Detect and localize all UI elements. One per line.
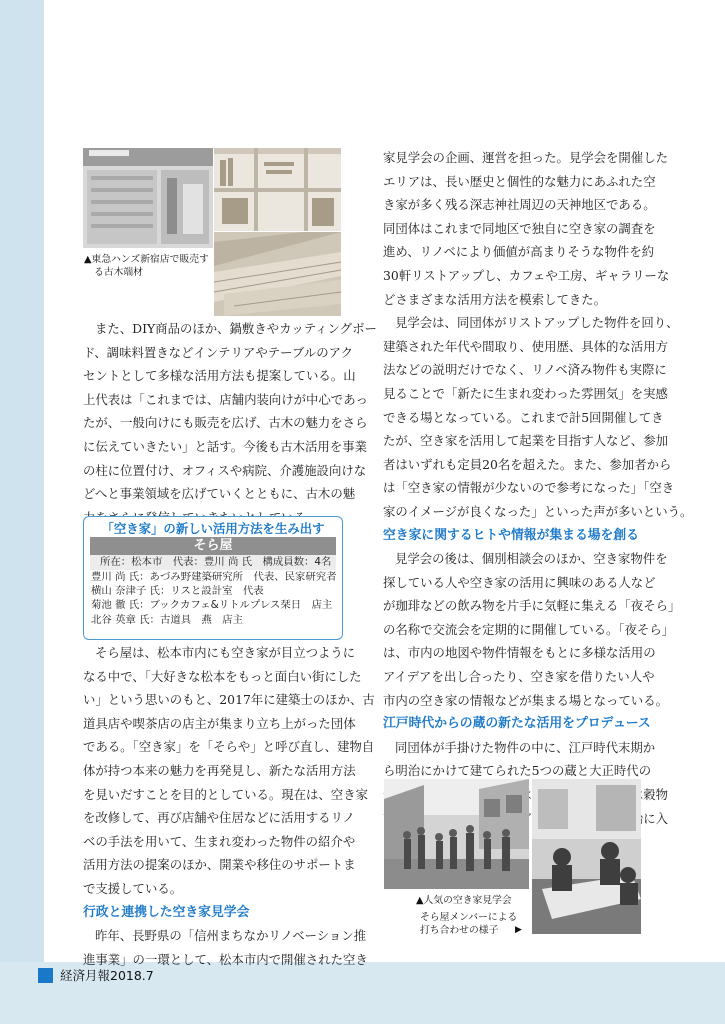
text-line: 30軒リストアップし、カフェや工房、ギャラリーな bbox=[383, 267, 670, 283]
text-line: 活用方法の提案のほか、開業や移住のサポートま bbox=[83, 857, 356, 873]
text-line: 体が持つ本来の魅力を再発見し、新たな活用方法 bbox=[83, 762, 356, 778]
text-line: たが、一般向けにも販売を広げ、古木の魅力をさら bbox=[83, 415, 368, 431]
text-line: は、市内の地図や物件情報をもとに多様な活用の bbox=[383, 645, 656, 661]
text-line: どへと事業領域を広げていくとともに、古木の魅 bbox=[83, 486, 356, 502]
photo-house-tour bbox=[384, 779, 529, 889]
text-line: 法などの説明だけでなく、リノベ済み物件も実際に bbox=[383, 362, 667, 378]
text-line: セントとして多様な活用方法も提案している。山 bbox=[83, 368, 356, 384]
organization-profile-box bbox=[83, 516, 343, 640]
text-line: そら屋は、松本市内にも空き家が目立つように bbox=[95, 645, 356, 660]
text-line: の柱に位置付け、オフィスや病院、介護施設向けな bbox=[83, 462, 367, 478]
caption-line: る古木端材 bbox=[94, 267, 143, 278]
text-line: を改修して、再び店舗や住居などに活用するリノ bbox=[83, 810, 355, 826]
photo-meeting bbox=[532, 779, 641, 934]
text-line: エリアは、長い歴史と個性的な魅力にあふれた空 bbox=[383, 173, 656, 189]
paragraph bbox=[383, 547, 681, 712]
photo-top-caption bbox=[84, 253, 214, 279]
section-heading: 江戸時代からの蔵の新たな活用をプロデュース bbox=[383, 716, 651, 732]
text-line: で支援している。 bbox=[83, 880, 183, 896]
member-line: 豊川 尚 氏：あづみ野建築研究所 代表、民家研究者 bbox=[91, 571, 337, 583]
section-heading: 空き家に関するヒトや情報が集まる場を創る bbox=[383, 527, 639, 543]
text-line: たが、空き家を活用して起業を目指す人など、参加 bbox=[383, 433, 668, 449]
text-line: アイデアを出し合ったり、空き家を借りたい人や bbox=[383, 669, 655, 685]
text-line: 進事業」の一環として、松本市内で開催された空き bbox=[83, 951, 368, 967]
paragraph bbox=[383, 146, 670, 311]
section-heading: 行政と連携した空き家見学会 bbox=[83, 904, 250, 920]
text-line: 家見学会の企画、運営を担った。見学会を開催した bbox=[383, 150, 668, 165]
caption-line-text: 打ち合わせの様子 bbox=[420, 925, 499, 936]
text-line: 家のイメージが良くなった」といった声が多いという。 bbox=[383, 503, 693, 519]
organization-meta: 所在：松本市 代表：豊川 尚 氏 構成員数：4名 bbox=[90, 555, 336, 570]
text-line: ド、調味料置きなどインテリアやテーブルのアク bbox=[83, 344, 353, 360]
text-line: い」という思いのもと、2017年に建築士のほか、古 bbox=[83, 692, 375, 708]
text-line: である。「空き家」を「そらや」と呼び直し、建物自 bbox=[83, 739, 375, 755]
photo-bottom-caption-right bbox=[420, 911, 532, 937]
photo-bottom-caption-left: ▲人気の空き家見学会 bbox=[416, 895, 512, 906]
caption-line: ▲東急ハンズ新宿店で販売す bbox=[84, 254, 209, 265]
left-column-lower bbox=[83, 641, 375, 971]
text-line: どさまざまな活用方法を模索してきた。 bbox=[383, 291, 607, 307]
footer-marker bbox=[38, 968, 53, 983]
caption-line: そら屋メンバーによる bbox=[420, 912, 518, 923]
paragraph bbox=[83, 641, 375, 901]
paragraph bbox=[83, 924, 368, 971]
organization-name: そら屋 bbox=[90, 537, 336, 555]
text-line: また、DIY商品のほか、鍋敷きやカッティングボー bbox=[95, 321, 377, 336]
text-line: に伝えていきたい」と話す。今後も古木活用を事業 bbox=[83, 438, 367, 454]
member-line: 横山 奈津子 氏：リスと設計室 代表 bbox=[91, 585, 264, 598]
text-line: 市内の空き家の情報などが集まる場となっている。 bbox=[383, 692, 668, 708]
text-line: の名称で交流会を定期的に開催している。「夜そら」 bbox=[383, 621, 675, 637]
text-line: ベの手法を用いて、生まれ変わった物件の紹介や bbox=[83, 833, 356, 849]
text-line: 見学会は、同団体がリストアップした物件を回り、 bbox=[395, 315, 679, 331]
text-line: 進め、リノベにより価値が高まりそうな物件を約 bbox=[383, 244, 655, 260]
text-line: 建築された年代や間取り、使用歴、具体的な活用方 bbox=[383, 338, 668, 354]
text-line: 上代表は「これまでは、店舗内装向けが中心であっ bbox=[83, 391, 368, 407]
footer-label: 経済月報2018.7 bbox=[60, 968, 154, 983]
photo-wood-boards bbox=[214, 232, 341, 316]
text-line: き家が多く残る深志神社周辺の天神地区である。 bbox=[383, 197, 656, 213]
text-line: 同団体が手掛けた物件の中に、江戸時代末期か bbox=[395, 739, 656, 755]
paragraph bbox=[83, 317, 377, 529]
text-line: が珈琲などの飲み物を片手に気軽に集える「夜そら」 bbox=[383, 598, 681, 614]
right-column bbox=[383, 146, 693, 830]
arrow-right-icon: ▶ bbox=[515, 925, 522, 935]
text-line: できる場となっている。これまで計5回開催してき bbox=[383, 409, 664, 425]
left-column bbox=[83, 317, 377, 529]
text-line: を見いだすことを目的としている。現在は、空き家 bbox=[83, 786, 368, 802]
text-line: 探している人や空き家の活用に興味のある人など bbox=[383, 574, 656, 590]
text-line: は「空き家の情報が少ないので参考になった」「空き bbox=[383, 480, 675, 496]
caption-line bbox=[420, 924, 532, 937]
text-line: 道具店や喫茶店の店主が集まり立ち上がった団体 bbox=[83, 715, 356, 731]
text-line: 同団体はこれまで同地区で独自に空き家の調査を bbox=[383, 220, 656, 236]
member-line: 北谷 英章 氏：古道具 燕 店主 bbox=[91, 613, 244, 626]
photo-wood-shelf bbox=[214, 148, 341, 231]
text-line: 昨年、長野県の「信州まちなかリノベーション推 bbox=[95, 928, 367, 944]
text-line: 見ることで「新たに生まれ変わった雰囲気」を実感 bbox=[383, 385, 668, 401]
text-line: 者はいずれも定員20名を超えた。また、参加者から bbox=[383, 456, 672, 472]
text-line: ら明治にかけて建てられた5つの蔵と大正時代の bbox=[383, 763, 652, 779]
member-line: 菊池 徹 氏：ブックカフェ&リトルプレス栞日 店主 bbox=[91, 599, 333, 612]
text-line: なる中で、「大好きな松本をもっと面白い街にした bbox=[83, 668, 362, 684]
text-line: 見学会の後は、個別相談会のほか、空き家物件を bbox=[395, 551, 668, 567]
photo-store-shelves bbox=[83, 148, 213, 248]
paragraph bbox=[383, 311, 693, 523]
profile-title: 「空き家」の新しい活用方法を生み出す bbox=[101, 521, 325, 536]
